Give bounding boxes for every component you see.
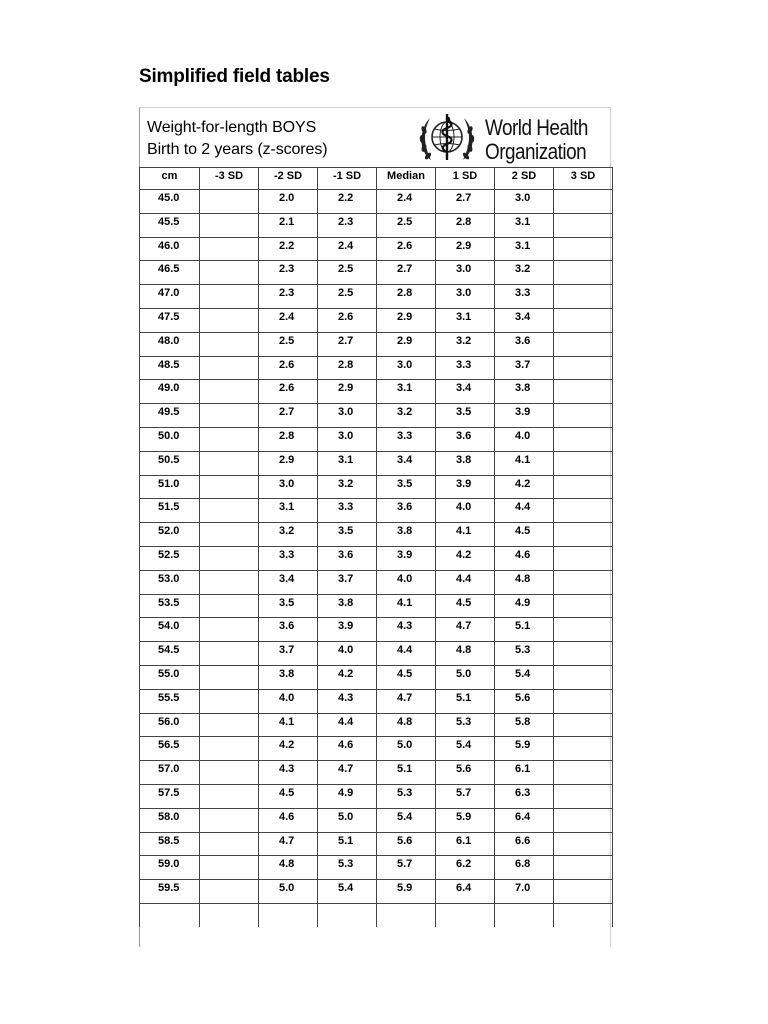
zscore-cell: 4.8 xyxy=(377,713,436,737)
zscore-cell: 5.4 xyxy=(318,880,377,904)
length-cell: 47.5 xyxy=(140,308,200,332)
zscore-cell: 5.3 xyxy=(436,713,495,737)
table-row xyxy=(140,356,613,380)
length-cell: 49.5 xyxy=(140,404,200,428)
zscore-cell: 3.6 xyxy=(377,499,436,523)
zscore-cell: 3.2 xyxy=(436,332,495,356)
zscore-cell: 4.7 xyxy=(377,689,436,713)
zscore-cell: 3.7 xyxy=(318,570,377,594)
length-cell: 52.5 xyxy=(140,546,200,570)
zscore-cell: 7.0 xyxy=(495,880,554,904)
zscore-cell xyxy=(200,427,259,451)
zscore-cell: 4.4 xyxy=(318,713,377,737)
table-body xyxy=(140,190,613,928)
length-cell: 46.5 xyxy=(140,261,200,285)
zscore-cell: 6.6 xyxy=(495,832,554,856)
page-title: Simplified field tables xyxy=(139,66,330,87)
length-cell: 45.5 xyxy=(140,213,200,237)
zscore-cell: 3.8 xyxy=(436,451,495,475)
zscore-cell xyxy=(200,285,259,309)
zscore-cell xyxy=(554,285,613,309)
zscore-cell xyxy=(200,308,259,332)
zscore-cell: 2.6 xyxy=(259,380,318,404)
table-row xyxy=(140,523,613,547)
zscore-cell: 5.4 xyxy=(377,808,436,832)
zscore-cell: 2.9 xyxy=(377,332,436,356)
zscore-cell xyxy=(554,213,613,237)
zscore-cell: 4.9 xyxy=(318,784,377,808)
table-row xyxy=(140,761,613,785)
table-row xyxy=(140,832,613,856)
zscore-cell xyxy=(554,570,613,594)
zscore-cell: 4.0 xyxy=(259,689,318,713)
zscore-cell xyxy=(554,237,613,261)
table-row xyxy=(140,404,613,428)
zscore-cell xyxy=(554,784,613,808)
zscore-cell: 6.8 xyxy=(495,856,554,880)
zscore-cell: 4.2 xyxy=(495,475,554,499)
zscore-cell: 5.3 xyxy=(318,856,377,880)
zscore-cell: 5.1 xyxy=(495,618,554,642)
zscore-cell: 3.0 xyxy=(377,356,436,380)
zscore-cell: 5.3 xyxy=(377,784,436,808)
length-cell: 54.5 xyxy=(140,642,200,666)
field-table-sheet xyxy=(139,107,611,947)
zscore-cell: 2.7 xyxy=(318,332,377,356)
table-row xyxy=(140,380,613,404)
zscore-cell xyxy=(200,594,259,618)
table-row xyxy=(140,808,613,832)
zscore-cell: 3.8 xyxy=(259,665,318,689)
zscore-cell: 2.3 xyxy=(259,261,318,285)
zscore-cell xyxy=(554,523,613,547)
length-cell: 57.0 xyxy=(140,761,200,785)
zscore-cell: 3.0 xyxy=(436,261,495,285)
zscore-cell: 2.3 xyxy=(318,213,377,237)
zscore-cell xyxy=(554,594,613,618)
zscore-cell xyxy=(200,665,259,689)
zscore-cell: 4.3 xyxy=(318,689,377,713)
zscore-cell: 2.0 xyxy=(259,190,318,214)
zscore-cell: 3.5 xyxy=(318,523,377,547)
column-header: 2 SD xyxy=(495,168,554,190)
length-cell: 46.0 xyxy=(140,237,200,261)
column-header: Median xyxy=(377,168,436,190)
zscore-cell: 5.1 xyxy=(318,832,377,856)
table-row xyxy=(140,213,613,237)
table-row xyxy=(140,308,613,332)
zscore-cell xyxy=(554,713,613,737)
table-row xyxy=(140,594,613,618)
zscore-cell: 4.4 xyxy=(377,642,436,666)
weight-for-length-table xyxy=(139,167,613,927)
table-row xyxy=(140,618,613,642)
length-cell: 56.0 xyxy=(140,713,200,737)
zscore-cell: 5.9 xyxy=(436,808,495,832)
zscore-cell: 4.4 xyxy=(495,499,554,523)
zscore-cell: 4.0 xyxy=(495,427,554,451)
zscore-cell: 4.6 xyxy=(259,808,318,832)
zscore-cell: 5.0 xyxy=(436,665,495,689)
zscore-cell xyxy=(554,618,613,642)
length-cell: 45.0 xyxy=(140,190,200,214)
table-row xyxy=(140,261,613,285)
zscore-cell: 5.6 xyxy=(377,832,436,856)
zscore-cell: 3.8 xyxy=(377,523,436,547)
zscore-cell: 4.0 xyxy=(436,499,495,523)
zscore-cell xyxy=(200,689,259,713)
length-cell: 52.0 xyxy=(140,523,200,547)
zscore-cell: 2.5 xyxy=(318,285,377,309)
zscore-cell xyxy=(554,689,613,713)
zscore-cell: 3.5 xyxy=(377,475,436,499)
zscore-cell: 2.9 xyxy=(436,237,495,261)
blank-cell xyxy=(200,903,259,927)
zscore-cell: 2.6 xyxy=(377,237,436,261)
zscore-cell: 2.9 xyxy=(377,308,436,332)
zscore-cell: 2.6 xyxy=(318,308,377,332)
zscore-cell: 5.0 xyxy=(377,737,436,761)
blank-cell xyxy=(436,903,495,927)
zscore-cell: 3.9 xyxy=(436,475,495,499)
zscore-cell: 3.3 xyxy=(377,427,436,451)
zscore-cell: 2.4 xyxy=(259,308,318,332)
zscore-cell: 5.0 xyxy=(259,880,318,904)
zscore-cell: 5.9 xyxy=(495,737,554,761)
zscore-cell: 3.0 xyxy=(495,190,554,214)
zscore-cell: 2.9 xyxy=(259,451,318,475)
table-row xyxy=(140,689,613,713)
length-cell: 58.0 xyxy=(140,808,200,832)
zscore-cell: 4.8 xyxy=(436,642,495,666)
zscore-cell: 2.7 xyxy=(377,261,436,285)
zscore-cell xyxy=(554,356,613,380)
length-cell: 51.5 xyxy=(140,499,200,523)
who-logo-line-1: World Health xyxy=(485,115,588,140)
blank-cell xyxy=(140,903,200,927)
zscore-cell: 3.1 xyxy=(318,451,377,475)
zscore-cell xyxy=(200,618,259,642)
zscore-cell: 4.2 xyxy=(436,546,495,570)
zscore-cell: 6.1 xyxy=(436,832,495,856)
table-row xyxy=(140,499,613,523)
zscore-cell: 4.3 xyxy=(259,761,318,785)
zscore-cell: 3.2 xyxy=(318,475,377,499)
length-cell: 56.5 xyxy=(140,737,200,761)
length-cell: 55.5 xyxy=(140,689,200,713)
zscore-cell: 3.6 xyxy=(436,427,495,451)
length-cell: 50.0 xyxy=(140,427,200,451)
zscore-cell: 3.1 xyxy=(436,308,495,332)
zscore-cell: 3.8 xyxy=(318,594,377,618)
table-header-block xyxy=(140,108,611,168)
zscore-cell: 5.8 xyxy=(495,713,554,737)
zscore-cell: 4.2 xyxy=(259,737,318,761)
zscore-cell: 3.7 xyxy=(495,356,554,380)
table-row xyxy=(140,190,613,214)
zscore-cell: 4.9 xyxy=(495,594,554,618)
length-cell: 55.0 xyxy=(140,665,200,689)
zscore-cell: 4.1 xyxy=(259,713,318,737)
zscore-cell xyxy=(200,475,259,499)
length-cell: 48.5 xyxy=(140,356,200,380)
zscore-cell xyxy=(554,190,613,214)
zscore-cell: 3.7 xyxy=(259,642,318,666)
table-row xyxy=(140,784,613,808)
zscore-cell: 2.6 xyxy=(259,356,318,380)
zscore-cell: 4.3 xyxy=(377,618,436,642)
zscore-cell: 6.2 xyxy=(436,856,495,880)
length-cell: 47.0 xyxy=(140,285,200,309)
zscore-cell: 3.4 xyxy=(259,570,318,594)
zscore-cell: 3.6 xyxy=(495,332,554,356)
zscore-cell xyxy=(200,570,259,594)
zscore-cell: 2.5 xyxy=(377,213,436,237)
zscore-cell: 3.2 xyxy=(259,523,318,547)
zscore-cell: 6.1 xyxy=(495,761,554,785)
zscore-cell: 4.1 xyxy=(377,594,436,618)
zscore-cell: 2.9 xyxy=(318,380,377,404)
table-row xyxy=(140,475,613,499)
who-logo-line-2: Organization xyxy=(485,139,587,164)
zscore-cell xyxy=(554,880,613,904)
length-cell: 54.0 xyxy=(140,618,200,642)
length-cell: 53.0 xyxy=(140,570,200,594)
table-row xyxy=(140,737,613,761)
zscore-cell xyxy=(200,808,259,832)
zscore-cell: 3.5 xyxy=(259,594,318,618)
zscore-cell: 3.2 xyxy=(495,261,554,285)
zscore-cell: 3.3 xyxy=(436,356,495,380)
column-header: cm xyxy=(140,168,200,190)
table-row xyxy=(140,665,613,689)
zscore-cell: 4.5 xyxy=(377,665,436,689)
zscore-cell: 6.3 xyxy=(495,784,554,808)
zscore-cell: 5.4 xyxy=(495,665,554,689)
zscore-cell: 4.8 xyxy=(495,570,554,594)
zscore-cell: 3.3 xyxy=(318,499,377,523)
zscore-cell: 5.6 xyxy=(495,689,554,713)
zscore-cell xyxy=(200,761,259,785)
zscore-cell: 4.7 xyxy=(318,761,377,785)
zscore-cell: 5.0 xyxy=(318,808,377,832)
table-row xyxy=(140,285,613,309)
zscore-cell xyxy=(200,880,259,904)
zscore-cell: 6.4 xyxy=(436,880,495,904)
zscore-cell: 2.1 xyxy=(259,213,318,237)
zscore-cell xyxy=(554,499,613,523)
length-cell: 51.0 xyxy=(140,475,200,499)
zscore-cell: 3.5 xyxy=(436,404,495,428)
zscore-cell: 4.1 xyxy=(495,451,554,475)
zscore-cell: 5.4 xyxy=(436,737,495,761)
zscore-cell: 5.9 xyxy=(377,880,436,904)
table-title-line-2: Birth to 2 years (z-scores) xyxy=(147,141,328,158)
table-row xyxy=(140,546,613,570)
zscore-cell xyxy=(554,665,613,689)
zscore-cell xyxy=(554,475,613,499)
zscore-cell xyxy=(554,546,613,570)
table-title-line-1: Weight-for-length BOYS xyxy=(147,119,317,136)
column-header: -2 SD xyxy=(259,168,318,190)
zscore-cell xyxy=(200,832,259,856)
zscore-cell: 4.6 xyxy=(495,546,554,570)
table-header-row xyxy=(140,168,613,190)
zscore-cell: 6.4 xyxy=(495,808,554,832)
column-header: -1 SD xyxy=(318,168,377,190)
zscore-cell: 2.4 xyxy=(318,237,377,261)
zscore-cell xyxy=(200,499,259,523)
zscore-cell: 3.3 xyxy=(495,285,554,309)
zscore-cell: 3.6 xyxy=(259,618,318,642)
zscore-cell: 4.1 xyxy=(436,523,495,547)
zscore-cell: 3.1 xyxy=(495,237,554,261)
blank-cell xyxy=(554,903,613,927)
zscore-cell xyxy=(554,427,613,451)
zscore-cell: 4.6 xyxy=(318,737,377,761)
zscore-cell: 5.1 xyxy=(377,761,436,785)
zscore-cell: 4.4 xyxy=(436,570,495,594)
zscore-cell: 5.3 xyxy=(495,642,554,666)
zscore-cell: 2.5 xyxy=(259,332,318,356)
zscore-cell xyxy=(200,784,259,808)
zscore-cell: 2.3 xyxy=(259,285,318,309)
zscore-cell: 4.0 xyxy=(318,642,377,666)
who-logo xyxy=(417,110,607,166)
table-row xyxy=(140,713,613,737)
zscore-cell xyxy=(554,856,613,880)
length-cell: 58.5 xyxy=(140,832,200,856)
column-header: 1 SD xyxy=(436,168,495,190)
zscore-cell xyxy=(200,356,259,380)
zscore-cell: 4.5 xyxy=(259,784,318,808)
zscore-cell xyxy=(200,213,259,237)
who-emblem-icon xyxy=(417,110,477,166)
zscore-cell: 2.7 xyxy=(259,404,318,428)
zscore-cell: 5.1 xyxy=(436,689,495,713)
zscore-cell: 2.2 xyxy=(259,237,318,261)
zscore-cell: 3.4 xyxy=(377,451,436,475)
zscore-cell: 2.8 xyxy=(259,427,318,451)
zscore-cell: 4.8 xyxy=(259,856,318,880)
zscore-cell: 4.5 xyxy=(495,523,554,547)
length-cell: 50.5 xyxy=(140,451,200,475)
zscore-cell: 4.0 xyxy=(377,570,436,594)
length-cell: 48.0 xyxy=(140,332,200,356)
zscore-cell xyxy=(200,261,259,285)
zscore-cell xyxy=(554,451,613,475)
zscore-cell: 3.9 xyxy=(495,404,554,428)
table-row xyxy=(140,880,613,904)
zscore-cell xyxy=(200,190,259,214)
zscore-cell: 3.3 xyxy=(259,546,318,570)
zscore-cell: 3.4 xyxy=(436,380,495,404)
zscore-cell: 3.6 xyxy=(318,546,377,570)
table-row xyxy=(140,451,613,475)
zscore-cell: 2.8 xyxy=(318,356,377,380)
length-cell: 59.5 xyxy=(140,880,200,904)
column-header: -3 SD xyxy=(200,168,259,190)
table-row xyxy=(140,856,613,880)
zscore-cell: 2.4 xyxy=(377,190,436,214)
zscore-cell xyxy=(200,642,259,666)
blank-cell xyxy=(495,903,554,927)
zscore-cell: 4.7 xyxy=(259,832,318,856)
zscore-cell: 5.7 xyxy=(436,784,495,808)
table-row xyxy=(140,332,613,356)
zscore-cell xyxy=(200,856,259,880)
zscore-cell xyxy=(554,380,613,404)
zscore-cell: 3.8 xyxy=(495,380,554,404)
zscore-cell: 2.2 xyxy=(318,190,377,214)
blank-cell xyxy=(259,903,318,927)
zscore-cell xyxy=(200,404,259,428)
column-header: 3 SD xyxy=(554,168,613,190)
zscore-cell xyxy=(200,380,259,404)
zscore-cell: 3.4 xyxy=(495,308,554,332)
zscore-cell xyxy=(200,546,259,570)
zscore-cell: 3.1 xyxy=(495,213,554,237)
zscore-cell xyxy=(554,808,613,832)
zscore-cell: 4.5 xyxy=(436,594,495,618)
zscore-cell: 3.0 xyxy=(318,404,377,428)
zscore-cell: 5.6 xyxy=(436,761,495,785)
length-cell: 57.5 xyxy=(140,784,200,808)
blank-cell xyxy=(377,903,436,927)
zscore-cell: 3.1 xyxy=(259,499,318,523)
zscore-cell: 4.7 xyxy=(436,618,495,642)
zscore-cell: 4.2 xyxy=(318,665,377,689)
length-cell: 49.0 xyxy=(140,380,200,404)
zscore-cell xyxy=(200,523,259,547)
zscore-cell: 3.0 xyxy=(318,427,377,451)
zscore-cell xyxy=(200,713,259,737)
length-cell: 53.5 xyxy=(140,594,200,618)
zscore-cell xyxy=(554,332,613,356)
zscore-cell xyxy=(200,737,259,761)
zscore-cell xyxy=(554,642,613,666)
zscore-cell: 3.0 xyxy=(259,475,318,499)
zscore-cell: 2.5 xyxy=(318,261,377,285)
table-row xyxy=(140,237,613,261)
blank-cell xyxy=(318,903,377,927)
zscore-cell xyxy=(554,761,613,785)
table-row xyxy=(140,642,613,666)
zscore-cell: 3.1 xyxy=(377,380,436,404)
zscore-cell xyxy=(554,737,613,761)
zscore-cell xyxy=(200,451,259,475)
zscore-cell: 2.8 xyxy=(377,285,436,309)
zscore-cell xyxy=(554,404,613,428)
length-cell: 59.0 xyxy=(140,856,200,880)
zscore-cell xyxy=(200,332,259,356)
table-row xyxy=(140,427,613,451)
zscore-cell: 2.8 xyxy=(436,213,495,237)
zscore-cell: 3.2 xyxy=(377,404,436,428)
table-row xyxy=(140,570,613,594)
zscore-cell xyxy=(554,308,613,332)
zscore-cell: 3.9 xyxy=(318,618,377,642)
blank-row xyxy=(140,903,613,927)
zscore-cell: 2.7 xyxy=(436,190,495,214)
zscore-cell: 5.7 xyxy=(377,856,436,880)
zscore-cell xyxy=(554,832,613,856)
zscore-cell xyxy=(554,261,613,285)
zscore-cell xyxy=(200,237,259,261)
zscore-cell: 3.0 xyxy=(436,285,495,309)
zscore-cell: 3.9 xyxy=(377,546,436,570)
